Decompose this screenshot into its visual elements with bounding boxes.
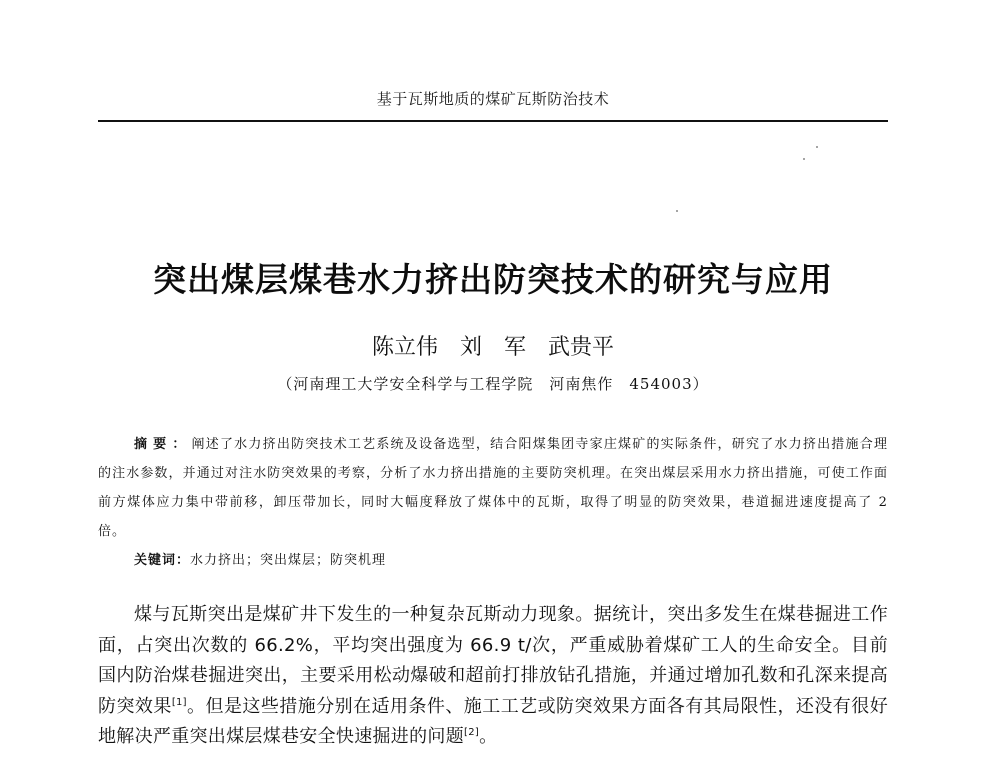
keywords-text: 水力挤出；突出煤层；防突机理 <box>190 553 387 568</box>
affiliation: （河南理工大学安全科学与工程学院 河南焦作 454003） <box>277 375 709 393</box>
scan-speck <box>803 158 805 160</box>
body-text-segment: 煤与瓦斯突出是煤矿井下发生的一种复杂瓦斯动力现象。据统计，突出多发生在煤巷掘进工作面，占突出次数的 66.2%，平均突出强度为 66.9 t/次，严重威胁着煤矿工人的生命安全。目前国内防治煤巷掘进突出，主要采用松动爆破和超前打排放钻孔措施，并通过增加孔数和孔深来提高防突效果 <box>98 604 888 717</box>
author-name: 刘 军 <box>459 335 526 360</box>
author-name: 武贵平 <box>548 335 615 360</box>
header-rule <box>98 120 888 122</box>
body-paragraph <box>98 600 888 753</box>
scan-speck <box>816 146 818 148</box>
author-name: 陈立伟 <box>371 335 438 360</box>
abstract-label: 摘要： <box>134 437 192 452</box>
citation-ref: [2] <box>464 727 480 738</box>
abstract <box>98 430 888 546</box>
paper-title: 突出煤层煤巷水力挤出防突技术的研究与应用 <box>153 260 833 299</box>
body-text-segment: 。但是这些措施分别在适用条件、施工工艺或防突效果方面各有其局限性，还没有很好地解决严重突出煤层煤巷安全快速掘进的问题 <box>98 695 888 747</box>
abstract-text: 阐述了水力挤出防突技术工艺系统及设备选型，结合阳煤集团寺家庄煤矿的实际条件，研究了水力挤出措施合理的注水参数，并通过对注水防突效果的考察，分析了水力挤出措施的主要防突机理。在突出煤层采用水力挤出措施，可使工作面前方煤体应力集中带前移，卸压带加长，同时大幅度释放了煤体中的瓦斯，取得了明显的防突效果，巷道掘进速度提高了 2 倍。 <box>98 437 888 539</box>
keywords-label: 关键词： <box>134 553 191 568</box>
scan-speck <box>676 210 678 212</box>
author-list <box>98 330 888 361</box>
citation-ref: [1] <box>171 696 187 708</box>
running-header: 基于瓦斯地质的煤矿瓦斯防治技术 <box>376 90 610 108</box>
body-text-segment: 。 <box>479 726 498 747</box>
keywords <box>134 549 884 568</box>
